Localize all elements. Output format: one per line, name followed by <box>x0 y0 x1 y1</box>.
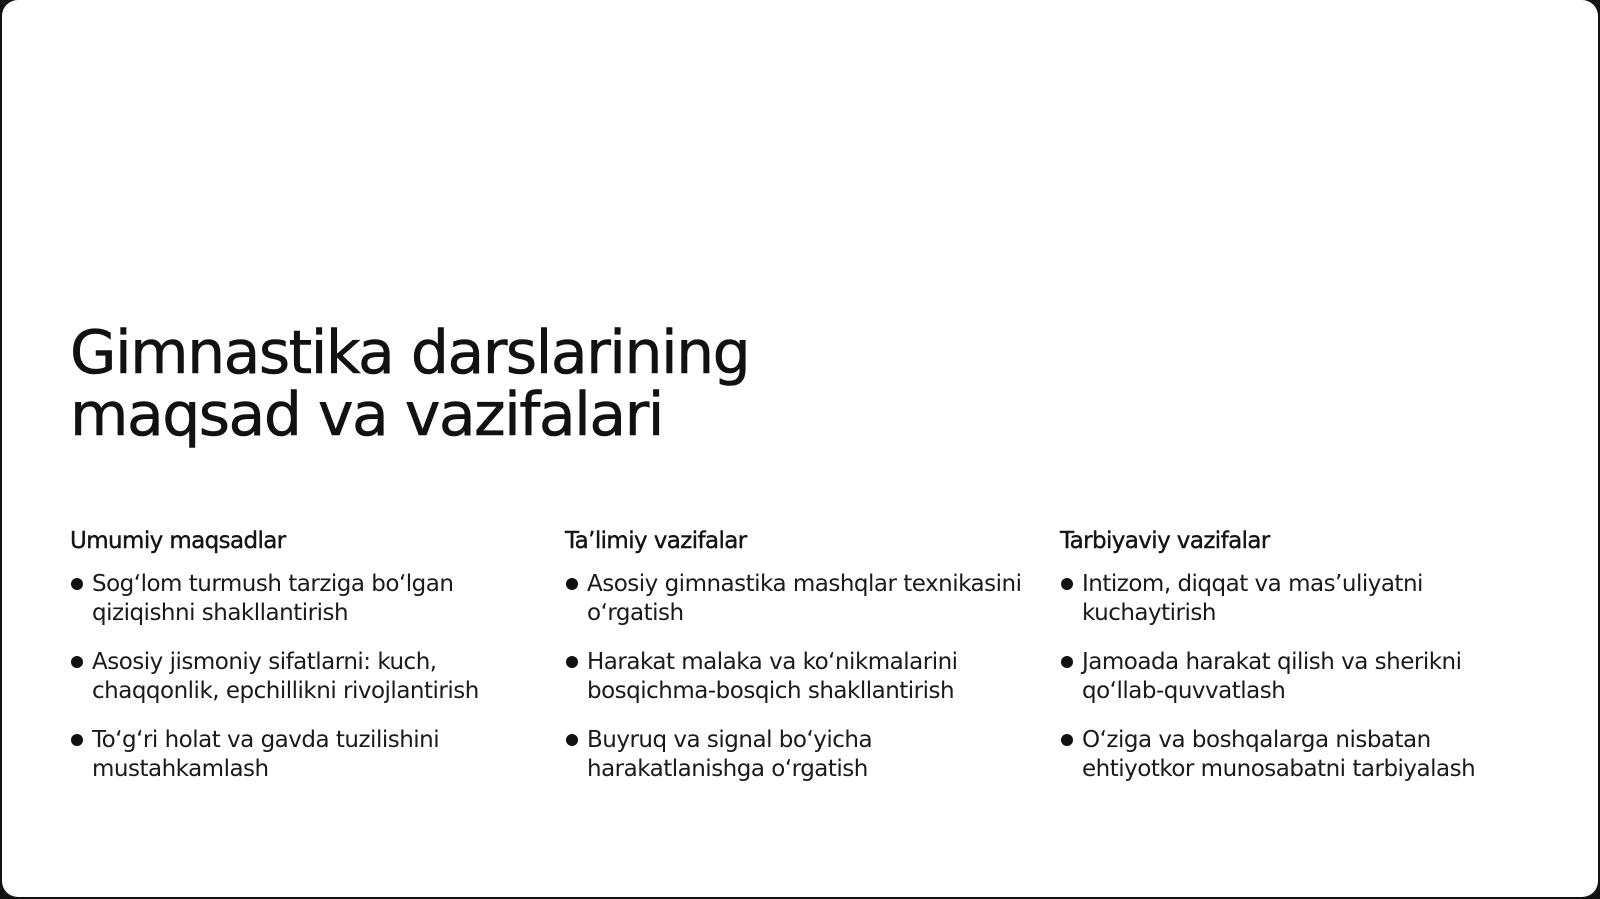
slide-title-line-1: Gimnastika darslarining <box>70 318 750 388</box>
list-item <box>70 648 530 706</box>
list-item-text: Asosiy gimnastika mashqlar texnikasini o‘rgatish <box>587 571 1022 626</box>
column-heading: Umumiy maqsadlar <box>70 528 286 554</box>
bullet-dot-icon <box>566 734 578 746</box>
list-item-text: Asosiy jismoniy sifatlarni: kuch, chaqqonlik, epchillikni rivojlantirish <box>92 649 479 704</box>
list-item-text: Intizom, diqqat va mas’uliyatni kuchaytirish <box>1082 571 1423 626</box>
bullet-dot-icon <box>1061 734 1073 746</box>
list-item <box>1060 648 1520 706</box>
column-educational-tasks <box>565 526 1025 804</box>
column-upbringing-tasks <box>1060 526 1520 804</box>
bullet-dot-icon <box>566 578 578 590</box>
list-item <box>1060 570 1520 628</box>
bullet-dot-icon <box>1061 578 1073 590</box>
list-item <box>565 570 1025 628</box>
list-item-text: Harakat malaka va ko‘nikmalarini bosqichma-bosqich shakllantirish <box>587 649 958 704</box>
list-item <box>70 726 530 784</box>
list-item <box>1060 726 1520 784</box>
bullet-list <box>70 570 530 784</box>
list-item <box>70 570 530 628</box>
list-item-text: Sog‘lom turmush tarziga bo‘lgan qiziqishni shakllantirish <box>92 571 454 626</box>
slide-title-line-2: maqsad va vazifalari <box>70 380 663 450</box>
list-item-text: Buyruq va signal bo‘yicha harakatlanishga o‘rgatish <box>587 727 873 782</box>
slide-title <box>70 318 750 450</box>
bullet-list <box>1060 570 1520 784</box>
list-item-text: Jamoada harakat qilish va sherikni qo‘llab-quvvatlash <box>1082 649 1462 704</box>
slide-canvas <box>2 0 1598 897</box>
column-heading: Ta’limiy vazifalar <box>565 528 747 554</box>
bullet-dot-icon <box>71 656 83 668</box>
bullet-list <box>565 570 1025 784</box>
bullet-dot-icon <box>1061 656 1073 668</box>
list-item <box>565 648 1025 706</box>
bullet-dot-icon <box>71 578 83 590</box>
column-general-goals <box>70 526 530 804</box>
list-item <box>565 726 1025 784</box>
column-heading: Tarbiyaviy vazifalar <box>1060 528 1270 554</box>
list-item-text: O‘ziga va boshqalarga nisbatan ehtiyotkor munosabatni tarbiyalash <box>1082 727 1476 782</box>
bullet-dot-icon <box>71 734 83 746</box>
list-item-text: To‘g‘ri holat va gavda tuzilishini mustahkamlash <box>92 727 440 782</box>
bullet-dot-icon <box>566 656 578 668</box>
